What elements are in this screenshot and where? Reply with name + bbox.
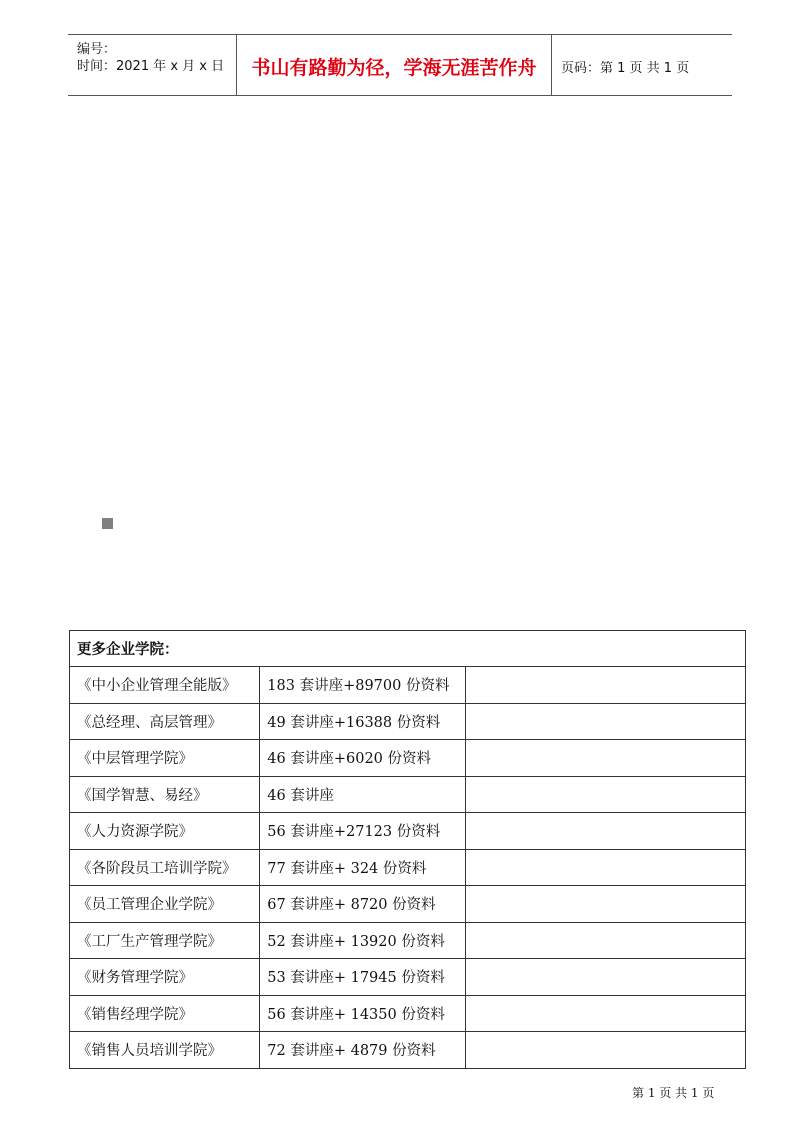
table-row [70, 959, 746, 996]
empty-cell [465, 886, 745, 923]
academy-name-cell: 《财务管理学院》 [70, 959, 260, 996]
table-row [70, 995, 746, 1032]
page-header [68, 34, 732, 96]
empty-cell [465, 959, 745, 996]
page-footer: 第 1 页 共 1 页 [632, 1086, 715, 1100]
header-page-cell [551, 35, 732, 95]
academy-content-cell: 46 套讲座 [260, 776, 465, 813]
catalog-title-row [70, 631, 746, 667]
empty-cell [465, 740, 745, 777]
document-number-label: 编号： [77, 42, 117, 57]
empty-cell [465, 703, 745, 740]
empty-cell [465, 667, 745, 704]
academy-name-cell: 《销售经理学院》 [70, 995, 260, 1032]
academy-name-cell: 《员工管理企业学院》 [70, 886, 260, 923]
academy-content-cell: 53 套讲座+ 17945 份资料 [260, 959, 465, 996]
academy-content-cell: 46 套讲座+6020 份资料 [260, 740, 465, 777]
table-row [70, 849, 746, 886]
academy-name-cell: 《各阶段员工培训学院》 [70, 849, 260, 886]
empty-cell [465, 1032, 745, 1069]
academy-content-cell: 49 套讲座+16388 份资料 [260, 703, 465, 740]
academy-content-cell: 183 套讲座+89700 份资料 [260, 667, 465, 704]
square-bullet-icon [102, 518, 113, 529]
academy-content-cell: 72 套讲座+ 4879 份资料 [260, 1032, 465, 1069]
academy-name-cell: 《工厂生产管理学院》 [70, 922, 260, 959]
academy-content-cell: 67 套讲座+ 8720 份资料 [260, 886, 465, 923]
empty-cell [465, 813, 745, 850]
academy-content-cell: 77 套讲座+ 324 份资料 [260, 849, 465, 886]
table-row [70, 740, 746, 777]
document-time-label: 时间：2021 年 x 月 x 日 [77, 59, 225, 74]
header-page-info: 页码：第 1 页 共 1 页 [561, 61, 690, 76]
empty-cell [465, 849, 745, 886]
header-meta-cell [68, 35, 236, 95]
academy-catalog-table [69, 630, 746, 1069]
catalog-title: 更多企业学院： [70, 631, 746, 667]
academy-content-cell: 56 套讲座+27123 份资料 [260, 813, 465, 850]
academy-name-cell: 《国学智慧、易经》 [70, 776, 260, 813]
header-motto: 书山有路勤为径，学海无涯苦作舟 [251, 57, 537, 79]
academy-name-cell: 《总经理、高层管理》 [70, 703, 260, 740]
table-row [70, 922, 746, 959]
table-row [70, 813, 746, 850]
academy-content-cell: 56 套讲座+ 14350 份资料 [260, 995, 465, 1032]
header-motto-cell [236, 35, 552, 95]
table-row [70, 703, 746, 740]
table-row [70, 1032, 746, 1069]
academy-name-cell: 《中小企业管理全能版》 [70, 667, 260, 704]
academy-content-cell: 52 套讲座+ 13920 份资料 [260, 922, 465, 959]
academy-name-cell: 《人力资源学院》 [70, 813, 260, 850]
table-row [70, 776, 746, 813]
academy-name-cell: 《销售人员培训学院》 [70, 1032, 260, 1069]
table-row [70, 667, 746, 704]
empty-cell [465, 776, 745, 813]
table-row [70, 886, 746, 923]
empty-cell [465, 995, 745, 1032]
academy-name-cell: 《中层管理学院》 [70, 740, 260, 777]
empty-cell [465, 922, 745, 959]
